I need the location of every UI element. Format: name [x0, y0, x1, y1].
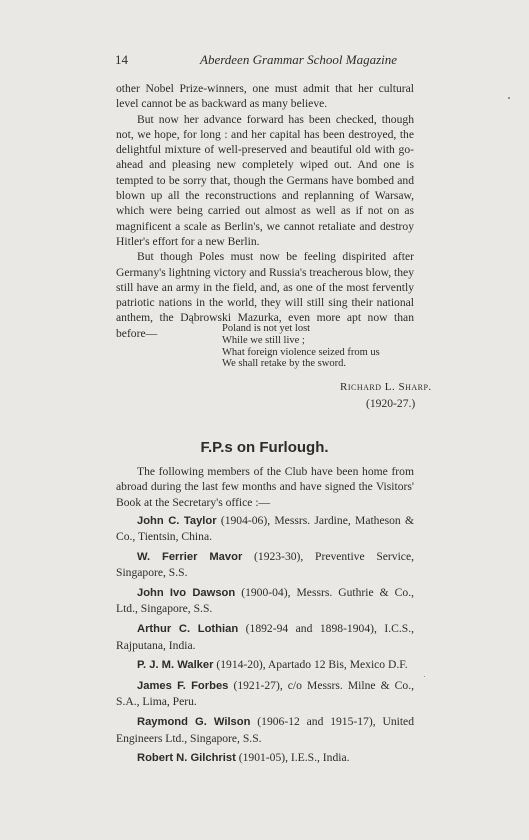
page-header	[115, 52, 415, 72]
member-details: (1904-06), Messrs. Jardine, Matheson & Co., Tientsin, China.	[116, 514, 415, 544]
member-details: (1906-12 and 1915-17), United Engineers Ltd., Singapore, S.S.	[116, 715, 414, 745]
list-item	[116, 513, 414, 545]
paper-speck	[508, 97, 510, 99]
list-item	[116, 657, 414, 673]
page-number: 14	[115, 52, 128, 67]
list-item	[116, 621, 414, 653]
member-details: (1921-27), c/o Messrs. Milne & Co., S.A., Lima, Peru.	[116, 679, 414, 709]
list-item	[116, 678, 414, 710]
member-details: (1914-20), Apartado 12 Bis, Mexico D.F.	[213, 658, 408, 672]
verse-line: We shall retake by the sword.	[222, 358, 346, 370]
member-name: Robert N. Gilchrist	[137, 752, 236, 765]
member-name: Arthur C. Lothian	[137, 623, 239, 636]
list-item	[116, 714, 414, 746]
article-paragraph: other Nobel Prize-winners, one must admit that her cultural level cannot be as backward as many believe.	[116, 82, 414, 111]
member-name: Raymond G. Wilson	[137, 716, 251, 729]
member-name: John C. Taylor	[137, 515, 217, 527]
article-paragraph: But though Poles must now be feeling dispirited after Germany's lightning victory and Russia's treacherous blow, they still have an army in the field, and, as one of the most fervently patriotic nations in the world, they will still sing their national anthem, the Dąbrowski Mazurka, even more apt now than before—	[116, 250, 414, 340]
list-item	[116, 750, 414, 766]
member-details: (1923-30), Preventive Service, Singapore, S.S.	[116, 550, 415, 580]
member-name: W. Ferrier Mavor	[137, 551, 243, 564]
member-details: (1900-04), Messrs. Guthrie & Co., Ltd., Singapore, S.S.	[116, 586, 415, 616]
section-title: F.P.s on Furlough.	[200, 439, 329, 456]
author-signature: Richard L. Sharp.	[340, 381, 432, 393]
verse-line: Poland is not yet lost	[222, 323, 311, 334]
list-item	[116, 549, 414, 581]
member-details: (1892-94 and 1898-1904), I.C.S., Rajputana, India.	[116, 622, 415, 652]
member-name: P. J. M. Walker	[137, 659, 214, 672]
author-dates: (1920-27.)	[366, 397, 416, 410]
member-details: (1901-05), I.E.S., India.	[235, 751, 350, 765]
list-item	[116, 585, 414, 617]
member-name: James F. Forbes	[137, 680, 229, 693]
member-name: John Ivo Dawson	[137, 587, 236, 600]
furlough-list	[116, 513, 414, 771]
article-body	[116, 81, 414, 341]
anthem-verse	[222, 323, 380, 370]
article-paragraph: But now her advance forward has been checked, though not, we hope, for long : and her capital has been destroyed, the delightful mixture of well-preserved and beautiful old with go-ahead and pleasing new completely wiped out. And one is tempted to be sorry that, though the Germans have bombed and blown up all the reconstructions and replanning of Warsaw, which were being carried out almost as well as if not on as magnificent a scale as Berlin's, we cannot retaliate and destroy Hitler's effort for a new Berlin.	[116, 112, 414, 248]
verse-line: What foreign violence seized from us	[222, 346, 380, 358]
section-intro	[116, 464, 414, 510]
paper-speck	[424, 676, 425, 677]
intro-paragraph: The following members of the Club have been home from abroad during the last few months and have signed the Visitors' Book at the Secretary's office :—	[116, 465, 414, 509]
verse-line: While we still live ;	[222, 334, 305, 346]
running-title: Aberdeen Grammar School Magazine	[200, 52, 398, 67]
